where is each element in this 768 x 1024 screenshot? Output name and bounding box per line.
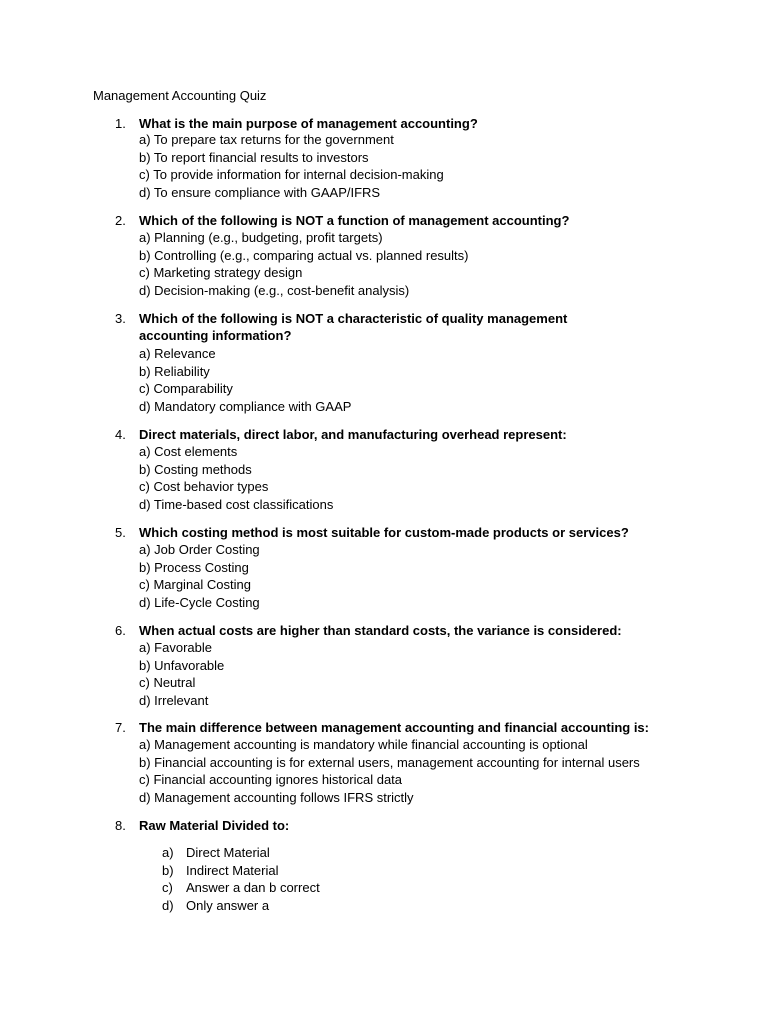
option-a: a) Favorable [139,640,212,655]
option-b: b) Costing methods [139,461,252,477]
question-text: The main difference between management accounting and financial accounting is: [139,720,649,735]
option-c: c) Financial accounting ignores historical data [139,772,403,788]
option-d: d) To ensure compliance with GAAP/IFRS [139,184,381,200]
option-list [139,639,224,709]
question-number: 8. [115,818,126,833]
option-text: Direct Material [186,845,270,860]
option-c: c) Comparability [139,381,233,397]
option-letter: a) [162,845,174,860]
option-a: a) To prepare tax returns for the government [139,132,394,147]
question-text: When actual costs are higher than standard costs, the variance is considered: [139,623,622,638]
option-c: c) Marketing strategy design [139,265,303,281]
option-list [139,229,469,299]
option-d: d) Time-based cost classifications [139,496,334,512]
question-text: Which of the following is NOT a characteristic of quality management accounting information? [139,311,568,343]
question-number: 3. [115,311,126,326]
option-d: d) Decision-making (e.g., cost-benefit analysis) [139,282,410,298]
question-number: 4. [115,427,126,442]
option-text: Indirect Material [186,862,279,878]
option-a: a) Cost elements [139,444,238,459]
question-text: Direct materials, direct labor, and manufacturing overhead represent: [139,427,567,442]
question-number: 1. [115,116,126,131]
option-d: d) Management accounting follows IFRS strictly [139,789,414,805]
option-c: c) Neutral [139,675,196,691]
option-letter: c) [162,880,173,896]
question-text: Raw Material Divided to: [139,818,290,833]
option-list [139,736,640,806]
option-c: c) Marginal Costing [139,577,251,593]
question-number: 6. [115,623,126,638]
option-b: b) Process Costing [139,559,249,575]
option-list [139,131,444,201]
option-a: a) Relevance [139,346,216,361]
option-b: b) Financial accounting is for external users, management accounting for internal users [139,754,640,770]
option-list [139,345,351,415]
option-c: c) To provide information for internal decision-making [139,167,444,183]
option-d: d) Irrelevant [139,692,209,708]
question-number: 2. [115,213,126,228]
option-a: a) Planning (e.g., budgeting, profit targets) [139,230,383,245]
option-list [139,443,333,513]
option-d: d) Mandatory compliance with GAAP [139,398,352,414]
question-number: 5. [115,525,126,540]
question-text: What is the main purpose of management accounting? [139,116,478,131]
option-b: b) Reliability [139,363,210,379]
document-title: Management Accounting Quiz [93,88,267,103]
question-number: 7. [115,720,126,735]
option-b: b) Unfavorable [139,657,225,673]
option-a: a) Job Order Costing [139,542,260,557]
option-text: Answer a dan b correct [186,880,320,896]
option-letter: b) [162,862,174,878]
option-b: b) Controlling (e.g., comparing actual vs. planned results) [139,247,469,263]
option-a: a) Management accounting is mandatory while financial accounting is optional [139,737,588,752]
option-list [139,541,260,611]
question-text: Which costing method is most suitable for custom-made products or services? [139,525,629,540]
option-d: d) Life-Cycle Costing [139,594,260,610]
option-b: b) To report financial results to investors [139,149,369,165]
option-text: Only answer a [186,897,270,913]
question-text: Which of the following is NOT a function of management accounting? [139,213,570,228]
option-letter: d) [162,897,174,913]
option-c: c) Cost behavior types [139,479,269,495]
